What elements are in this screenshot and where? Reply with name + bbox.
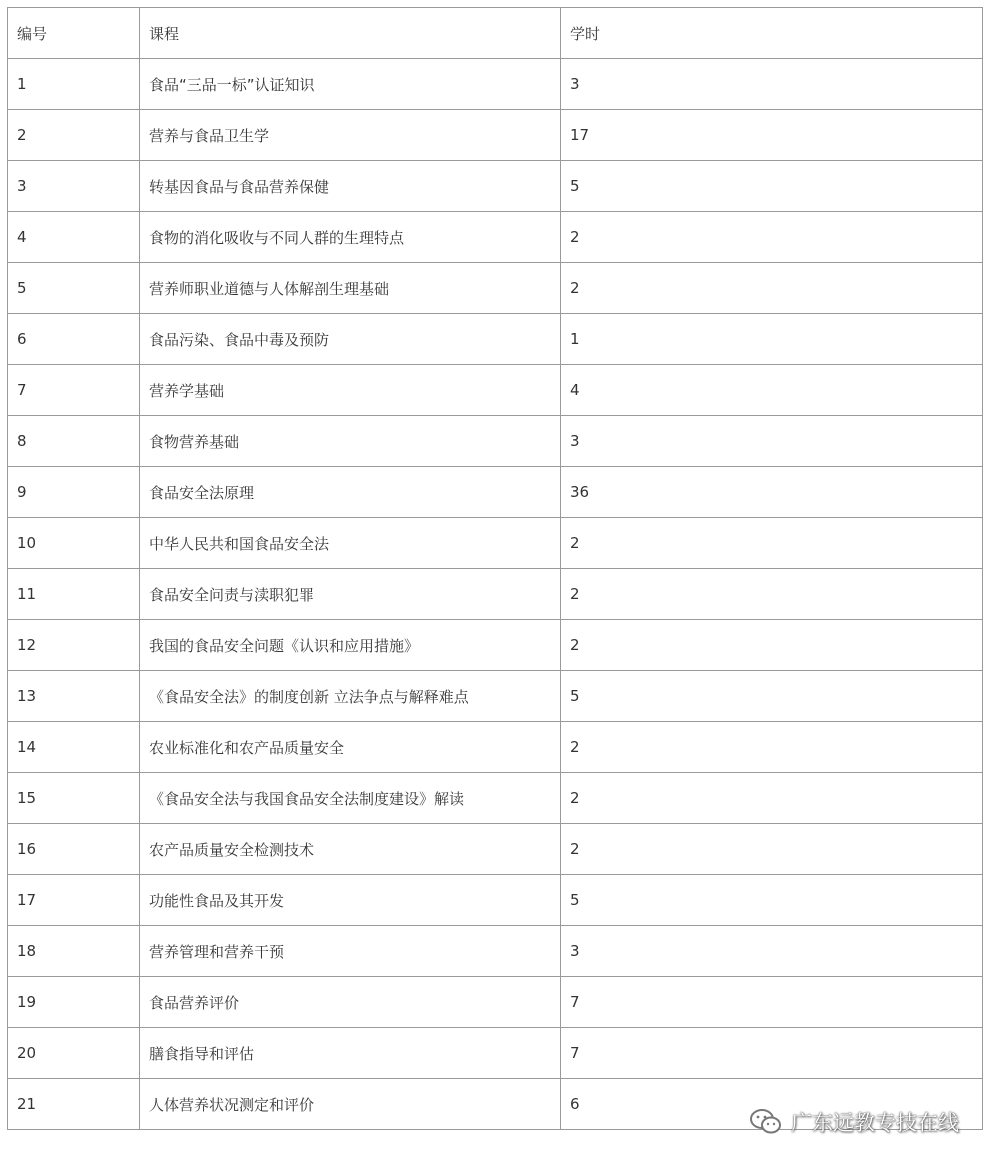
table-row [8,722,983,773]
cell-id: 4 [8,212,140,263]
table-row [8,263,983,314]
table-row [8,875,983,926]
table-row [8,926,983,977]
cell-hours: 5 [561,161,983,212]
cell-course: 中华人民共和国食品安全法 [140,518,561,569]
cell-hours: 2 [561,824,983,875]
table-row [8,620,983,671]
cell-id: 20 [8,1028,140,1079]
cell-id: 12 [8,620,140,671]
cell-hours: 36 [561,467,983,518]
cell-course: 农业标准化和农产品质量安全 [140,722,561,773]
header-row [8,8,983,59]
cell-hours: 1 [561,314,983,365]
cell-course: 食品污染、食品中毒及预防 [140,314,561,365]
watermark-text: 广东远教专技在线 [791,1111,959,1135]
cell-course: 人体营养状况测定和评价 [140,1079,561,1130]
cell-id: 6 [8,314,140,365]
cell-hours: 3 [561,59,983,110]
cell-hours: 2 [561,263,983,314]
cell-id: 2 [8,110,140,161]
cell-id: 1 [8,59,140,110]
cell-id: 13 [8,671,140,722]
cell-hours: 3 [561,416,983,467]
cell-course: 营养学基础 [140,365,561,416]
header-hours: 学时 [561,8,983,59]
table-row [8,161,983,212]
cell-course: 《食品安全法》的制度创新 立法争点与解释难点 [140,671,561,722]
cell-hours: 6 [561,1079,983,1130]
cell-id: 19 [8,977,140,1028]
table-row [8,212,983,263]
cell-id: 21 [8,1079,140,1130]
table-row [8,518,983,569]
header-course: 课程 [140,8,561,59]
cell-course: 功能性食品及其开发 [140,875,561,926]
cell-hours: 7 [561,1028,983,1079]
table-row [8,365,983,416]
cell-course: 食品“三品一标”认证知识 [140,59,561,110]
cell-course: 转基因食品与食品营养保健 [140,161,561,212]
cell-id: 10 [8,518,140,569]
cell-course: 我国的食品安全问题《认识和应用措施》 [140,620,561,671]
cell-course: 《食品安全法与我国食品安全法制度建设》解读 [140,773,561,824]
table-row [8,59,983,110]
cell-course: 营养管理和营养干预 [140,926,561,977]
cell-hours: 2 [561,722,983,773]
cell-id: 9 [8,467,140,518]
cell-id: 18 [8,926,140,977]
cell-id: 11 [8,569,140,620]
cell-hours: 5 [561,671,983,722]
cell-hours: 17 [561,110,983,161]
cell-course: 营养师职业道德与人体解剖生理基础 [140,263,561,314]
cell-course: 膳食指导和评估 [140,1028,561,1079]
header-id: 编号 [8,8,140,59]
cell-id: 16 [8,824,140,875]
cell-course: 农产品质量安全检测技术 [140,824,561,875]
cell-id: 3 [8,161,140,212]
cell-id: 8 [8,416,140,467]
table-row [8,671,983,722]
cell-hours: 4 [561,365,983,416]
cell-id: 7 [8,365,140,416]
table-row [8,314,983,365]
table-row [8,110,983,161]
table-row [8,773,983,824]
cell-hours: 2 [561,620,983,671]
course-table [7,7,983,1130]
cell-id: 17 [8,875,140,926]
cell-course: 食品安全问责与渎职犯罪 [140,569,561,620]
cell-course: 营养与食品卫生学 [140,110,561,161]
table-row [8,1028,983,1079]
cell-id: 5 [8,263,140,314]
cell-hours: 7 [561,977,983,1028]
cell-course: 食物营养基础 [140,416,561,467]
cell-hours: 2 [561,773,983,824]
cell-hours: 5 [561,875,983,926]
cell-hours: 2 [561,212,983,263]
table-row [8,467,983,518]
table-row [8,977,983,1028]
table-row [8,416,983,467]
cell-course: 食品安全法原理 [140,467,561,518]
table-row [8,824,983,875]
cell-hours: 2 [561,518,983,569]
wechat-icon [749,1108,783,1136]
table-row [8,569,983,620]
cell-course: 食物的消化吸收与不同人群的生理特点 [140,212,561,263]
cell-hours: 3 [561,926,983,977]
cell-id: 14 [8,722,140,773]
cell-course: 食品营养评价 [140,977,561,1028]
watermark [749,1107,959,1137]
table-body [8,59,983,1130]
cell-hours: 2 [561,569,983,620]
table-header [8,8,983,59]
cell-id: 15 [8,773,140,824]
